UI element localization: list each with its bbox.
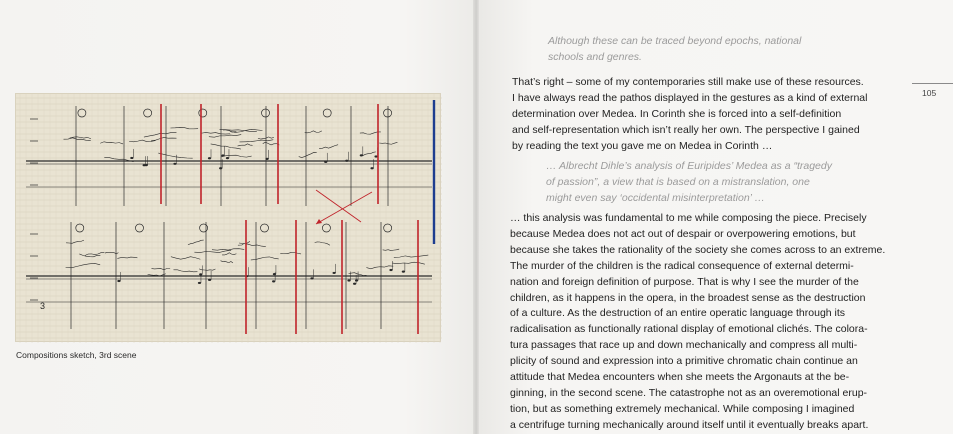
text-line: tion, but as something extremely mechanical. While composing I imagined — [510, 402, 855, 415]
text-line: That’s right – some of my contemporaries still make use of these resources. — [512, 76, 864, 88]
text-line: because she takes the rationality of the society she comes across to an extreme. — [510, 243, 886, 256]
page-number: 105 — [922, 88, 937, 98]
text-line: radicalisation as functionally rational display of emotional clichés. The colora- — [510, 323, 868, 336]
text-line: … this analysis was fundamental to me while composing the piece. Precisely — [510, 212, 867, 224]
text-line: children, as it happens in the opera, in the broadest sense as the destruction — [510, 291, 866, 304]
text-line: tura passages that race up and down mechanically and compress all multi- — [510, 339, 858, 352]
quote-line: Although these can be traced beyond epochs, national — [548, 35, 802, 47]
text-line: of a culture. As the destruction of an entire operatic language through its — [510, 307, 846, 320]
composition-sketch-image — [15, 93, 441, 342]
music-score-sketch-icon — [16, 94, 442, 343]
text-line: determination over Medea. In Corinth she is forced into a self-definition — [512, 107, 842, 120]
answer-paragraph-2 — [510, 211, 885, 434]
quote-line: of passion”, a view that is based on a mistranslation, one — [546, 176, 810, 188]
text-line: by reading the text you gave me on Medea in Corinth … — [512, 139, 773, 152]
text-line: attitude that Medea encounters when she meets the Argonauts at the be- — [510, 371, 850, 384]
svg-text:3: 3 — [40, 301, 46, 311]
answer-paragraph-1 — [512, 75, 867, 155]
text-line: ginning, in the second scene. The catastrophe not as an overemotional erup- — [510, 386, 868, 399]
text-line: a centrifuge turning mechanically around itself until it eventually breaks apart. — [510, 418, 869, 431]
quote-line: … Albrecht Dihle’s analysis of Euripides’ Medea as a “tragedy — [546, 160, 832, 172]
text-line: and self-representation which isn’t really her own. The perspective I gained — [512, 123, 860, 136]
figure-caption: Compositions sketch, 3rd scene — [16, 350, 137, 360]
text-line: plicity of sound and expression into a primitive chromatic chain continue an — [510, 355, 858, 368]
text-line: because Medea does not act out of despair or overpowering emotions, but — [510, 227, 856, 240]
text-line: I have always read the pathos displayed in the gestures as a kind of external — [512, 91, 868, 104]
quote-line: schools and genres. — [548, 51, 642, 63]
quote-line: might even say ‘occidental misinterpretation’ … — [546, 192, 765, 204]
page-number-rule — [912, 83, 953, 84]
book-gutter — [473, 0, 479, 434]
text-line: nation and foreign definition of purpose. That is why I see the murder of the — [510, 275, 859, 288]
text-line: The murder of the children is the radical consequence of external determi- — [510, 259, 854, 272]
interviewer-quote-top — [548, 33, 801, 65]
interviewer-quote-middle — [546, 158, 832, 206]
